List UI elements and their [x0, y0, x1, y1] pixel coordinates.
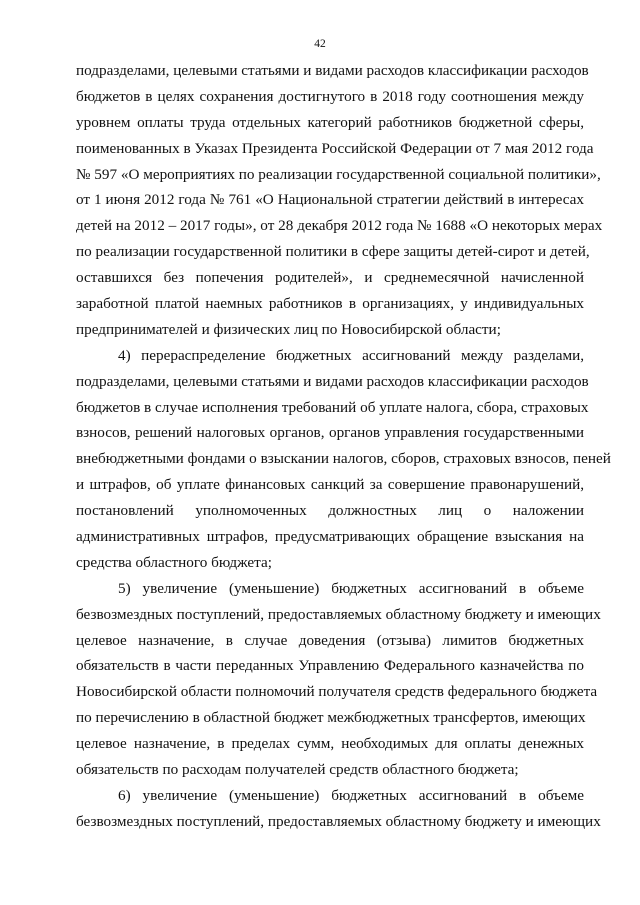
page-number: 42 [314, 38, 326, 50]
text-line: безвозмездных поступлений, предоставляемых областному бюджету и имеющих [76, 605, 601, 623]
text-line: безвозмездных поступлений, предоставляемых областному бюджету и имеющих [76, 812, 601, 830]
text-line: бюджетов в целях сохранения достигнутого в 2018 году соотношения между [76, 87, 584, 105]
list-item-5-first-line: 5) увеличение (уменьшение) бюджетных ассигнований в объеме [118, 579, 584, 597]
list-item-4-first-line: 4) перераспределение бюджетных ассигнований между разделами, [118, 346, 584, 364]
text-line: обязательств по расходам получателей средств областного бюджета; [76, 761, 519, 779]
text-line: поименованных в Указах Президента Российской Федерации от 7 мая 2012 года [76, 139, 594, 157]
text-line: уровнем оплаты труда отдельных категорий работников бюджетной сферы, [76, 113, 584, 131]
text-line: целевое назначение, в пределах сумм, необходимых для оплаты денежных [76, 735, 584, 753]
text-line: от 1 июня 2012 года № 761 «О Национальной стратегии действий в интересах [76, 191, 584, 209]
text-line: детей на 2012 – 2017 годы», от 28 декабря 2012 года № 1688 «О некоторых мерах [76, 217, 603, 235]
text-line: предпринимателей и физических лиц по Новосибирской области; [76, 320, 501, 338]
text-line: подразделами, целевыми статьями и видами расходов классификации расходов [76, 62, 589, 79]
text-line: и штрафов, об уплате финансовых санкций за совершение правонарушений, [76, 476, 584, 494]
list-item-6-first-line: 6) увеличение (уменьшение) бюджетных ассигнований в объеме [118, 786, 584, 804]
text-line: Новосибирской области полномочий получателя средств федерального бюджета [76, 683, 598, 701]
text-line: внебюджетными фондами о взыскании налогов, сборов, страховых взносов, пеней [76, 450, 611, 468]
text-line: административных штрафов, предусматривающих обращение взыскания на [76, 528, 584, 546]
text-line: № 597 «О мероприятиях по реализации государственной социальной политики», [76, 165, 601, 183]
text-line: целевое назначение, в случае доведения (отзыва) лимитов бюджетных [76, 631, 584, 649]
text-line: по перечислению в областной бюджет межбюджетных трансфертов, имеющих [76, 709, 586, 727]
text-line: подразделами, целевыми статьями и видами расходов классификации расходов [76, 372, 589, 390]
text-line: постановлений уполномоченных должностных лиц о наложении [76, 502, 584, 520]
body-text [76, 58, 611, 835]
text-line: взносов, решений налоговых органов, органов управления государственными [76, 424, 584, 442]
text-line: обязательств в части переданных Управлению Федерального казначейства по [76, 657, 584, 675]
text-line: заработной платой наемных работников в организациях, у индивидуальных [76, 295, 584, 313]
text-line: по реализации государственной политики в сфере защиты детей-сирот и детей, [76, 243, 590, 261]
text-line: оставшихся без попечения родителей», и среднемесячной начисленной [76, 269, 584, 287]
text-line: средства областного бюджета; [76, 553, 272, 571]
text-line: бюджетов в случае исполнения требований об уплате налога, сбора, страховых [76, 398, 589, 416]
